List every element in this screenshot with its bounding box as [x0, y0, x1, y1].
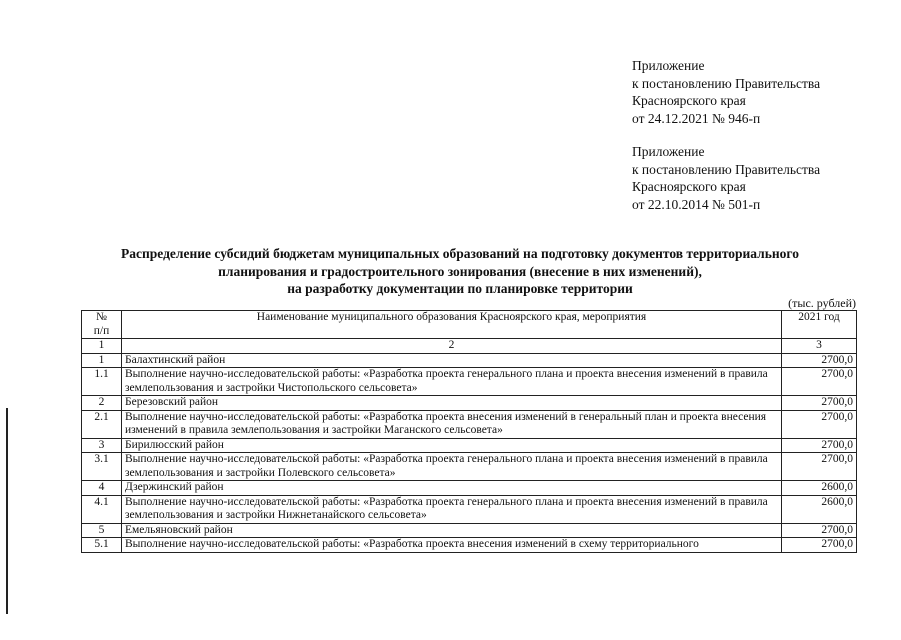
- table-row: [82, 410, 857, 438]
- row-number: 2: [82, 396, 122, 411]
- row-name: Балахтинский район: [122, 353, 782, 368]
- subsidy-table: [81, 310, 857, 553]
- row-name: Выполнение научно-исследовательской работы: «Разработка проекта генерального плана и проекта внесения изменений в правила землепользования и застройки Чистопольского сельсовета»: [122, 368, 782, 396]
- table-row: [82, 481, 857, 496]
- row-value: 2700,0: [782, 453, 857, 481]
- row-name: Выполнение научно-исследовательской работы: «Разработка проекта генерального плана и проекта внесения изменений в правила землепользования и застройки Нижнетанайского сельсовета»: [122, 495, 782, 523]
- row-value: 2700,0: [782, 368, 857, 396]
- row-name: Дзержинский район: [122, 481, 782, 496]
- table-row: [82, 368, 857, 396]
- table-row: [82, 538, 857, 553]
- row-name: Бирилюсский район: [122, 438, 782, 453]
- index-cell: 1: [82, 339, 122, 354]
- appendix-region: Красноярского края: [632, 93, 746, 108]
- table-row: [82, 353, 857, 368]
- header-number: № п/п: [82, 311, 122, 339]
- row-value: 2600,0: [782, 481, 857, 496]
- index-cell: 3: [782, 339, 857, 354]
- row-value: 2700,0: [782, 523, 857, 538]
- row-name: Емельяновский район: [122, 523, 782, 538]
- table-row: [82, 523, 857, 538]
- column-index-row: [82, 339, 857, 354]
- header-year: 2021 год: [782, 311, 857, 339]
- table-row: [82, 495, 857, 523]
- appendix-date-number: от 22.10.2014 № 501-п: [632, 196, 761, 212]
- row-name: Выполнение научно-исследовательской работы: «Разработка проекта генерального плана и проекта внесения изменений в правила землепользования и застройки Полевского сельсовета»: [122, 453, 782, 481]
- table-row: [82, 396, 857, 411]
- row-name: Березовский район: [122, 396, 782, 411]
- row-number: 5: [82, 523, 122, 538]
- row-number: 4: [82, 481, 122, 496]
- index-cell: 2: [122, 339, 782, 354]
- appendix-header-current: [632, 57, 892, 127]
- row-value: 2700,0: [782, 410, 857, 438]
- units-note: (тыс. рублей): [788, 296, 856, 310]
- title-line-1: Распределение субсидий бюджетам муниципальных образований на подготовку документов территориального: [121, 246, 799, 261]
- row-value: 2700,0: [782, 538, 857, 553]
- table-header-row: [82, 311, 857, 339]
- row-value: 2700,0: [782, 396, 857, 411]
- appendix-header-original: [632, 143, 892, 213]
- table-row: [82, 438, 857, 453]
- appendix-label: Приложение: [632, 58, 705, 73]
- table-row: [82, 453, 857, 481]
- title-line-2: планирования и градостроительного зонирования (внесение в них изменений),: [218, 263, 702, 279]
- row-number: 4.1: [82, 495, 122, 523]
- row-name: Выполнение научно-исследовательской работы: «Разработка проекта внесения изменений в схему территориального: [122, 538, 782, 553]
- row-value: 2600,0: [782, 495, 857, 523]
- row-value: 2700,0: [782, 353, 857, 368]
- appendix-resolution: к постановлению Правительства: [632, 75, 821, 91]
- title-line-3: на разработку документации по планировке территории: [287, 281, 633, 296]
- appendix-resolution: к постановлению Правительства: [632, 161, 821, 177]
- row-number: 1: [82, 353, 122, 368]
- scan-artifact-line: [6, 408, 8, 614]
- row-number: 5.1: [82, 538, 122, 553]
- document-title: [60, 245, 860, 298]
- row-name: Выполнение научно-исследовательской работы: «Разработка проекта внесения изменений в генеральный план и проекта внесения изменений в правила землепользования и застройки Маганского сельсовета»: [122, 410, 782, 438]
- row-number: 1.1: [82, 368, 122, 396]
- appendix-region: Красноярского края: [632, 179, 746, 194]
- row-number: 2.1: [82, 410, 122, 438]
- appendix-label: Приложение: [632, 144, 705, 159]
- row-number: 3.1: [82, 453, 122, 481]
- row-value: 2700,0: [782, 438, 857, 453]
- appendix-date-number: от 24.12.2021 № 946-п: [632, 110, 761, 126]
- header-name: Наименование муниципального образования Красноярского края, мероприятия: [122, 311, 782, 339]
- row-number: 3: [82, 438, 122, 453]
